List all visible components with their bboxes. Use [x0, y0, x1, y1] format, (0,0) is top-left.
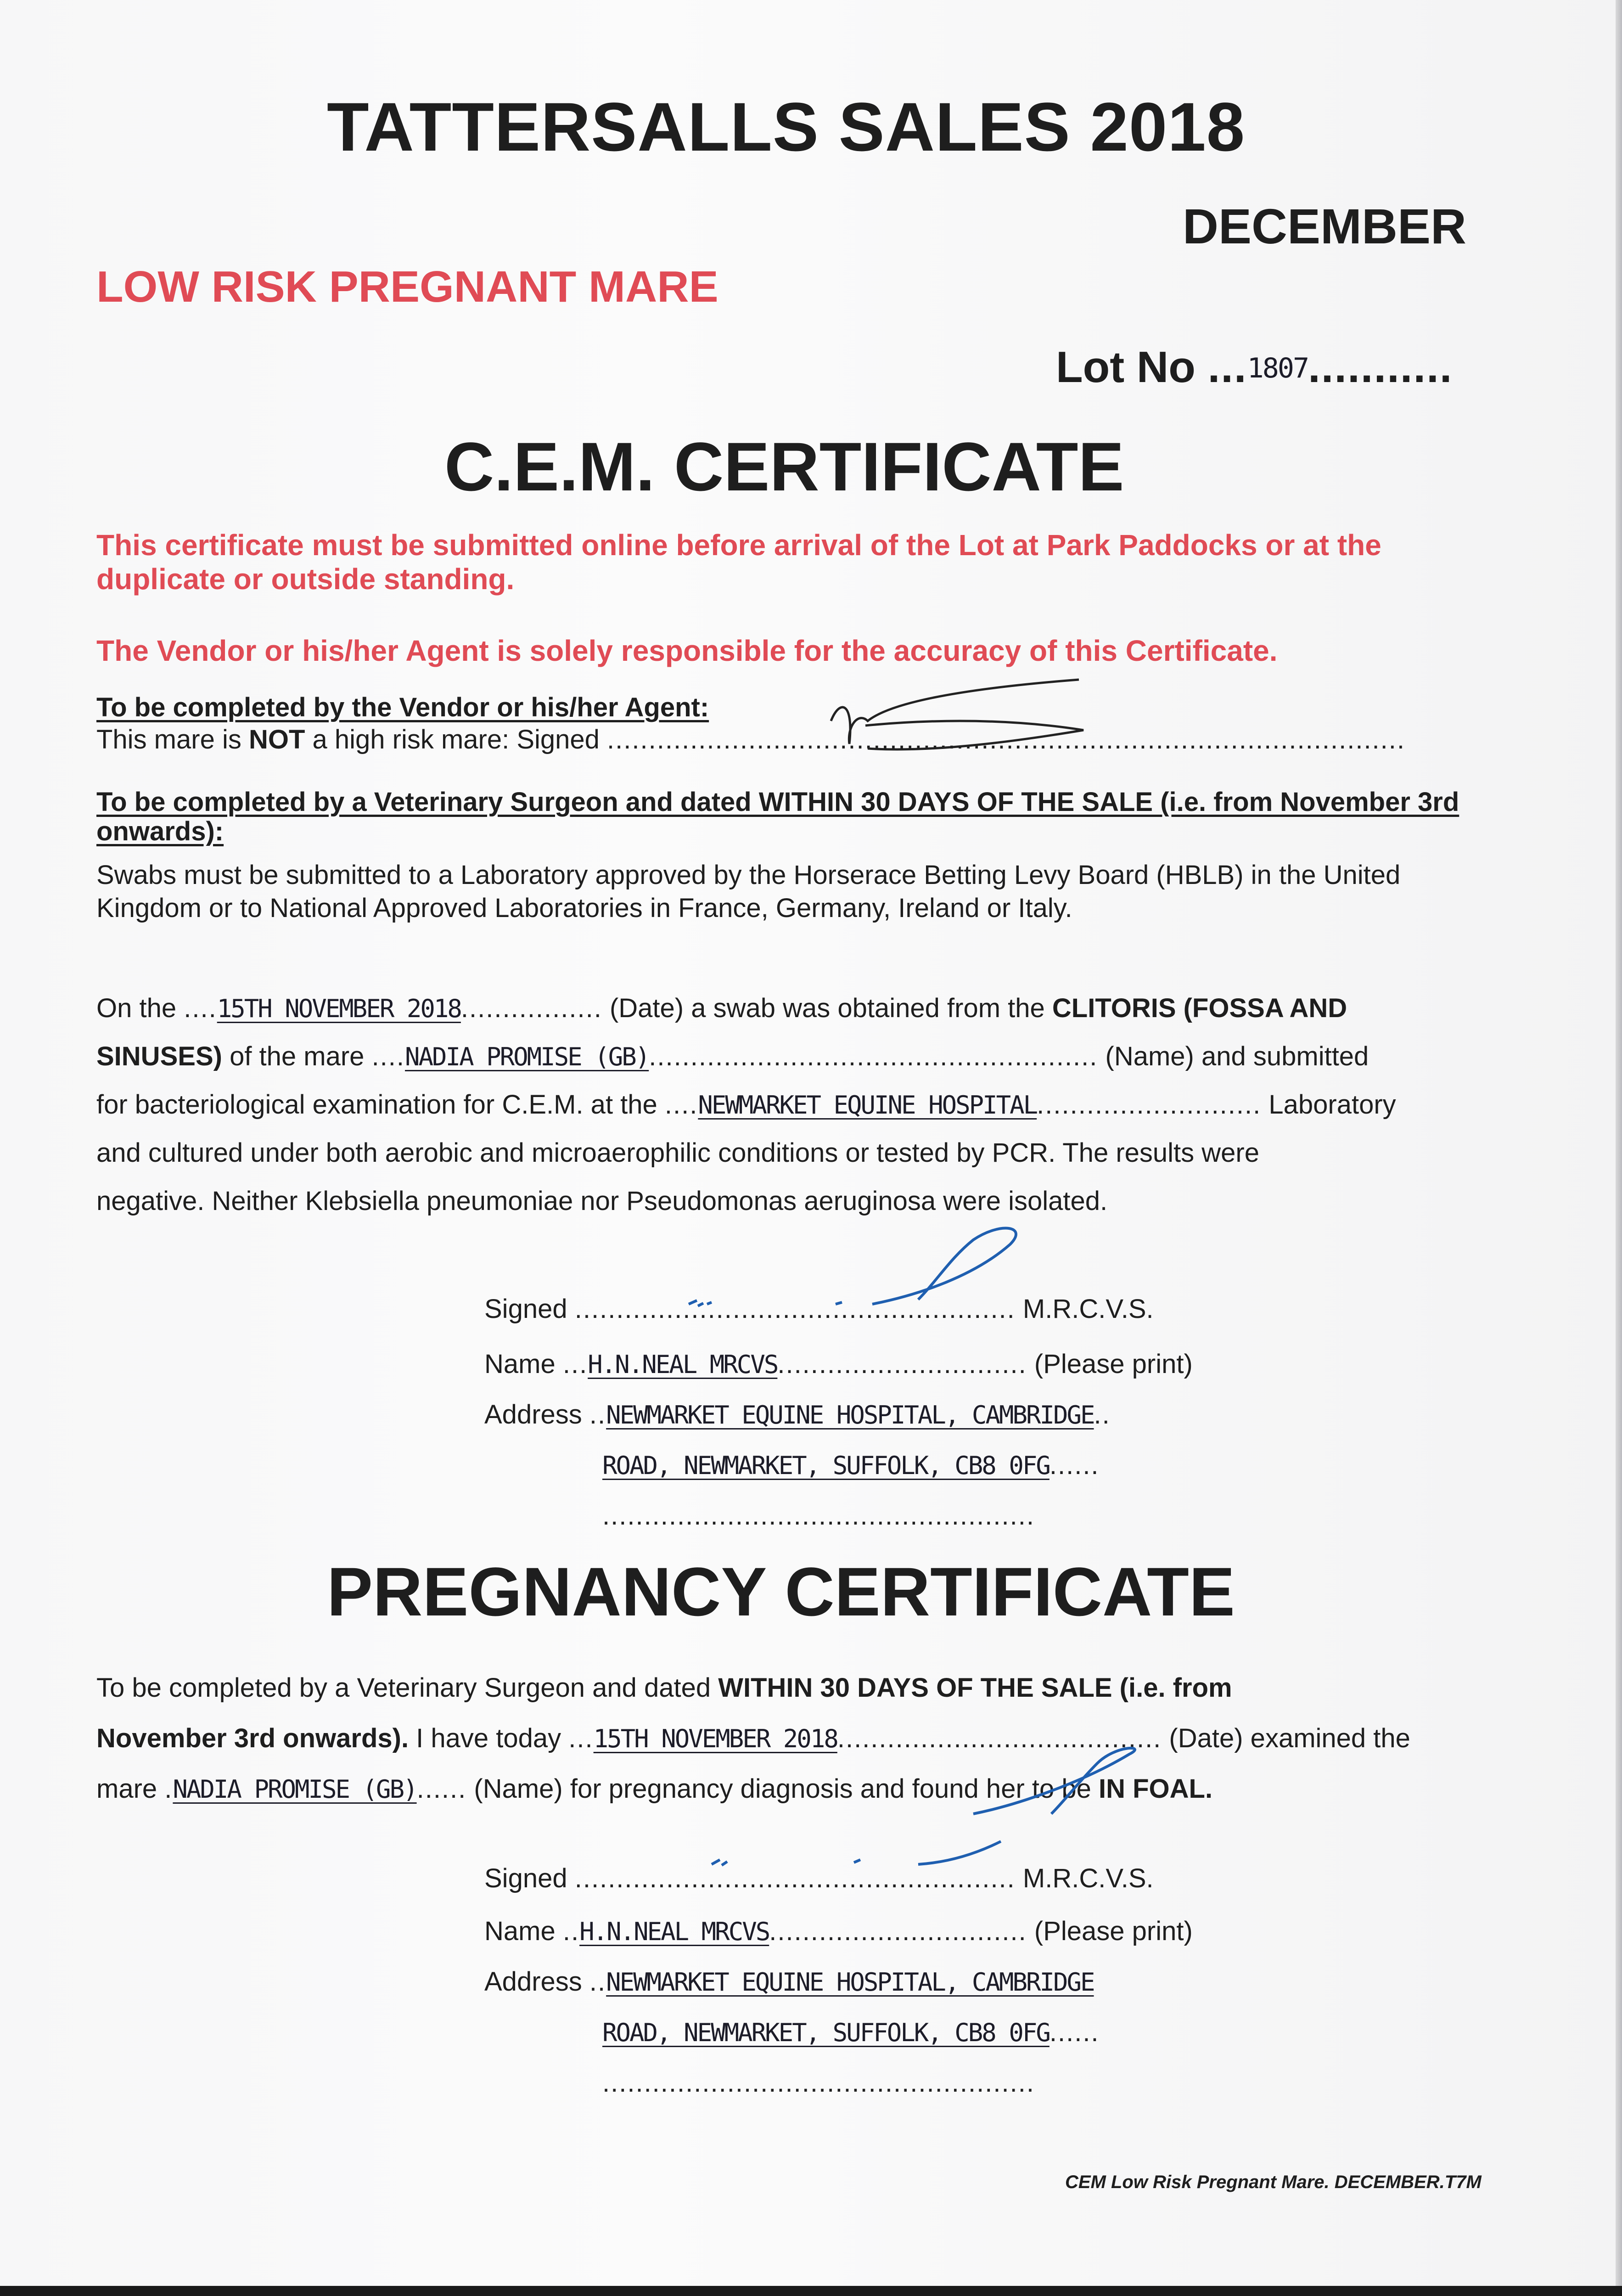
cem-address-row-3: .................................................... [602, 1501, 1035, 1531]
on-the-label: On the [96, 993, 184, 1023]
cem-signed-label: Signed [484, 1294, 567, 1324]
cem-lab-line: for bacteriological examination for C.E.M. at the ....NEWMARKET EQUINE HOSPITAL........................... Laboratory [96, 1090, 1396, 1120]
pregnancy-found-her-mark [964, 1740, 1157, 1823]
preg-please-print-label: (Please print) [1034, 1916, 1193, 1946]
preg-vet-signature [698, 1832, 1019, 1887]
cem-address-line-2: ROAD, NEWMARKET, SUFFOLK, CB8 0FG [602, 1451, 1050, 1480]
preg-have-today: I have today [409, 1723, 569, 1753]
mare-category: LOW RISK PREGNANT MARE [96, 262, 718, 311]
cem-vet-signature [679, 1212, 1047, 1318]
swab-date-value: 15TH NOVEMBER 2018 [217, 994, 461, 1023]
lot-suffix-dots: ........... [1308, 343, 1453, 392]
preg-name-label: Name [484, 1916, 556, 1946]
preg-signed-label: Signed [484, 1863, 567, 1893]
cem-address-row-2: ROAD, NEWMARKET, SUFFOLK, CB8 0FG...... [602, 1450, 1100, 1480]
preg-date-value: 15TH NOVEMBER 2018 [593, 1724, 837, 1753]
preg-address-row-2: ROAD, NEWMARKET, SUFFOLK, CB8 0FG...... [602, 2017, 1100, 2047]
vendor-signature [822, 670, 1097, 767]
cem-address-line-1: NEWMARKET EQUINE HOSPITAL, CAMBRIDGE [606, 1401, 1094, 1429]
swabs-requirement: Swabs must be submitted to a Laboratory approved by the Horserace Betting Levy Board (HBLB) in the United Kingdom or to National Approved Laboratories in France, Germany, Ireland or Italy. [96, 860, 1401, 923]
date-after-label: (Date) a swab was obtained from the [602, 993, 1052, 1023]
sale-month: DECEMBER [1183, 198, 1467, 254]
vendor-line-not: NOT [248, 725, 305, 754]
exam-label: for bacteriological examination for C.E.M. at the [96, 1090, 665, 1120]
preg-name-row: Name ..H.N.NEAL MRCVS............................... (Please print) [484, 1916, 1193, 1946]
swab-site-part-2: SINUSES) [96, 1041, 222, 1071]
preg-address-row-3: .................................................... [602, 2068, 1035, 2098]
vet-section-heading: To be completed by a Veterinary Surgeon and dated WITHIN 30 DAYS OF THE SALE (i.e. from November 3rd onwards): [96, 787, 1459, 846]
preg-address-line-2: ROAD, NEWMARKET, SUFFOLK, CB8 0FG [602, 2018, 1050, 2047]
vendor-line-start: This mare is [96, 725, 249, 754]
preg-intro-text: To be completed by a Veterinary Surgeon and dated [96, 1673, 718, 1703]
pregnancy-title: PREGNANCY CERTIFICATE [327, 1553, 1235, 1630]
preg-in-foal: IN FOAL. [1099, 1774, 1213, 1804]
name-submitted-label: (Name) and submitted [1098, 1041, 1369, 1071]
preg-signed-row: Signed ..................................................... M.R.C.V.S. [484, 1863, 1154, 1893]
preg-mare-label: mare [96, 1774, 165, 1804]
cem-mrcvs-label: M.R.C.V.S. [1022, 1294, 1154, 1324]
lot-number [1056, 342, 1453, 393]
cem-mare-name-value: NADIA PROMISE (GB) [405, 1042, 649, 1071]
lot-label: Lot No [1056, 343, 1195, 392]
document-title: TATTERSALLS SALES 2018 [327, 88, 1246, 165]
cem-vet-name-value: H.N.NEAL MRCVS [588, 1350, 778, 1379]
vendor-section-heading: To be completed by the Vendor or his/her Agent: [96, 692, 709, 722]
scan-bottom-edge [0, 2286, 1622, 2296]
preg-vet-name-value: H.N.NEAL MRCVS [579, 1917, 769, 1946]
preg-ie-from: (i.e. from [1112, 1673, 1232, 1703]
vendor-signature-dots: ................................................................................................ [607, 725, 1406, 754]
cem-negative-line: negative. Neither Klebsiella pneumoniae nor Pseudomonas aeruginosa were isolated. [96, 1186, 1108, 1216]
cem-name-row: Name ...H.N.NEAL MRCVS.............................. (Please print) [484, 1349, 1193, 1379]
lot-prefix-dots: ... [1207, 343, 1247, 392]
footer-form-code: CEM Low Risk Pregnant Mare. DECEMBER.T7M [1065, 2172, 1482, 2192]
cem-title: C.E.M. CERTIFICATE [444, 428, 1124, 505]
preg-address-line-1: NEWMARKET EQUINE HOSPITAL, CAMBRIDGE [606, 1968, 1094, 1997]
cem-swab-date-line: On the ....15TH NOVEMBER 2018................. (Date) a swab was obtained from the CLITORIS (FOSSA AND [96, 993, 1347, 1023]
pregnancy-line-2: November 3rd onwards). I have today ...15TH NOVEMBER 2018....................................... (Date) examined the [96, 1723, 1410, 1753]
preg-diagnosis-text: (Name) for pregnancy diagnosis and found her to be [466, 1774, 1099, 1804]
laboratory-label: Laboratory [1261, 1090, 1396, 1120]
preg-mrcvs-label: M.R.C.V.S. [1022, 1863, 1154, 1893]
vendor-declaration [96, 723, 1405, 756]
cem-mare-line: SINUSES) of the mare ....NADIA PROMISE (GB)...................................................... (Name) and submitted [96, 1041, 1369, 1071]
lab-name-value: NEWMARKET EQUINE HOSPITAL [698, 1091, 1037, 1120]
pregnancy-line-3: mare .NADIA PROMISE (GB)...... (Name) for pregnancy diagnosis and found her to be IN FOAL. [96, 1774, 1213, 1804]
cem-notice-responsibility: The Vendor or his/her Agent is solely responsible for the accuracy of this Certificate. [96, 634, 1278, 667]
vendor-line-end: a high risk mare: Signed [305, 725, 607, 754]
cem-please-print-label: (Please print) [1034, 1349, 1193, 1379]
of-the-mare-label: of the mare [222, 1041, 372, 1071]
cem-signed-row: Signed ..................................................... M.R.C.V.S. [484, 1294, 1154, 1324]
preg-within-30-days: WITHIN 30 DAYS OF THE SALE [718, 1673, 1112, 1703]
preg-date-examined: (Date) examined the [1162, 1723, 1410, 1753]
lot-value: 1807 [1247, 352, 1308, 384]
cem-name-label: Name [484, 1349, 556, 1379]
preg-mare-name-value: NADIA PROMISE (GB) [173, 1775, 417, 1804]
scan-edge-shadow [1616, 0, 1622, 2296]
preg-address-label: Address [484, 1967, 582, 1997]
cem-culture-line: and cultured under both aerobic and microaerophilic conditions or tested by PCR. The results were [96, 1138, 1259, 1168]
swab-site-part-1: CLITORIS (FOSSA AND [1052, 993, 1347, 1023]
preg-nov-3rd: November 3rd onwards). [96, 1723, 409, 1753]
pregnancy-line-1 [96, 1671, 1232, 1705]
cem-address-label: Address [484, 1400, 582, 1429]
cem-notice-submission: This certificate must be submitted online before arrival of the Lot at Park Paddocks or at the duplicate or outside standing. [96, 529, 1381, 596]
cem-address-row: Address ..NEWMARKET EQUINE HOSPITAL, CAMBRIDGE.. [484, 1400, 1111, 1429]
preg-address-row: Address ..NEWMARKET EQUINE HOSPITAL, CAMBRIDGE [484, 1967, 1094, 1997]
